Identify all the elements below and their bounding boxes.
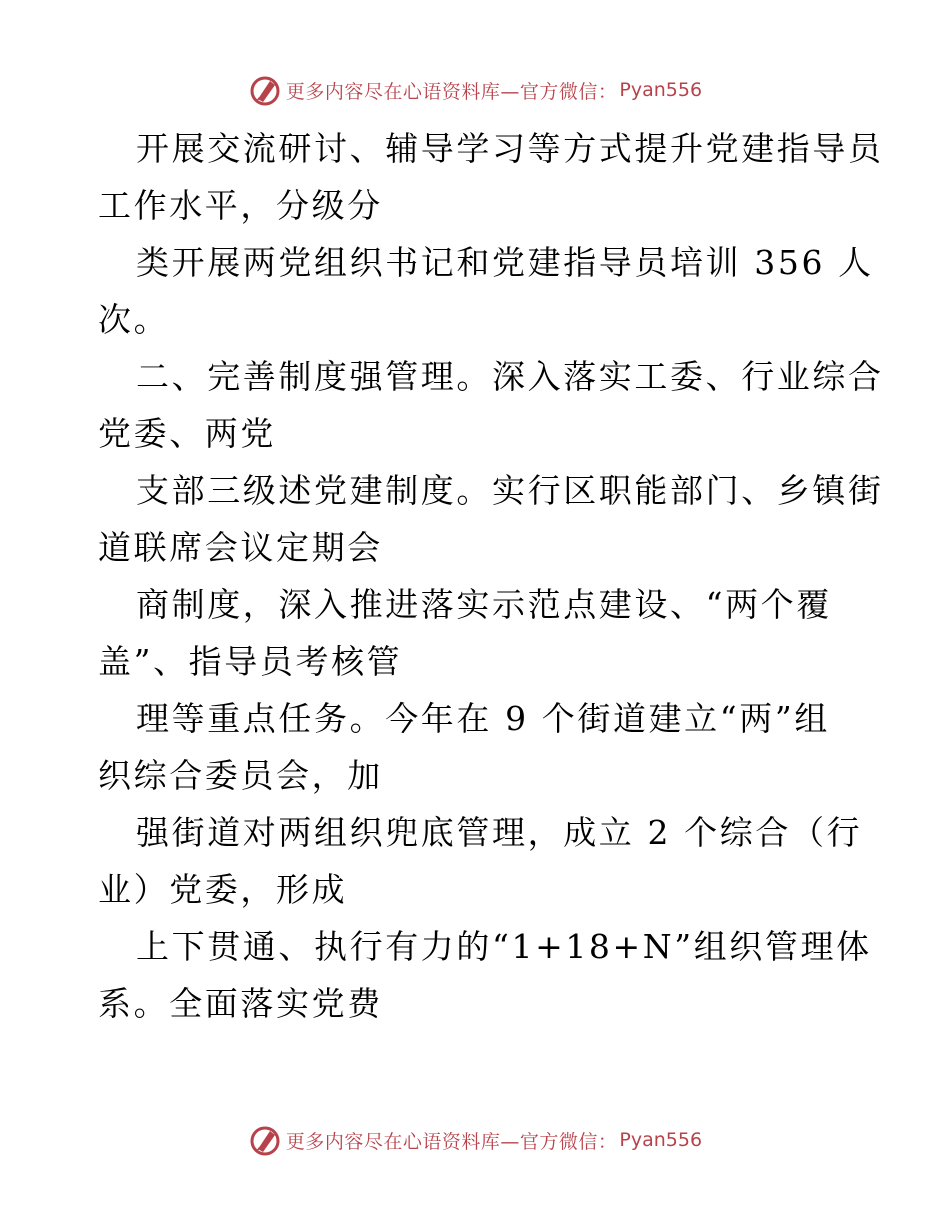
footer-watermark bbox=[0, 1120, 950, 1160]
text-line: 系。全面落实党费 bbox=[98, 984, 383, 1023]
text-line: 支部三级述党建制度。实行区职能部门、乡镇街 bbox=[136, 471, 884, 510]
document-body bbox=[98, 120, 884, 1032]
pen-nib-circle-icon bbox=[248, 1123, 282, 1157]
text-line: 织综合委员会，加 bbox=[98, 756, 383, 795]
text-line: 开展交流研讨、辅导学习等方式提升党建指导员 bbox=[136, 129, 884, 168]
text-line: 上下贯通、执行有力的“1+18+N”组织管理体 bbox=[136, 927, 872, 966]
text-line: 次。 bbox=[98, 300, 170, 339]
text-line: 党委、两党 bbox=[98, 414, 276, 453]
text-line: 类开展两党组织书记和党建指导员培训 356 人 bbox=[136, 243, 874, 282]
text-line: 工作水平，分级分 bbox=[98, 186, 383, 225]
watermark-text: 更多内容尽在心语资料库—官方微信： bbox=[285, 1130, 618, 1153]
text-line: 道联席会议定期会 bbox=[98, 528, 383, 567]
header-watermark bbox=[0, 70, 950, 110]
text-line: 理等重点任务。今年在 9 个街道建立“两”组 bbox=[136, 699, 830, 738]
text-line: 业）党委，形成 bbox=[98, 870, 348, 909]
watermark-account: Pyan556 bbox=[619, 79, 703, 101]
text-line: 商制度，深入推进落实示范点建设、“两个覆 bbox=[136, 585, 832, 624]
pen-nib-circle-icon bbox=[248, 73, 282, 107]
watermark-text: 更多内容尽在心语资料库—官方微信： bbox=[285, 80, 618, 103]
watermark-account: Pyan556 bbox=[619, 1129, 703, 1151]
text-line: 二、完善制度强管理。深入落实工委、行业综合 bbox=[136, 357, 884, 396]
text-line: 强街道对两组织兜底管理，成立 2 个综合（行 bbox=[136, 813, 863, 852]
text-line: 盖”、指导员考核管 bbox=[98, 642, 403, 681]
